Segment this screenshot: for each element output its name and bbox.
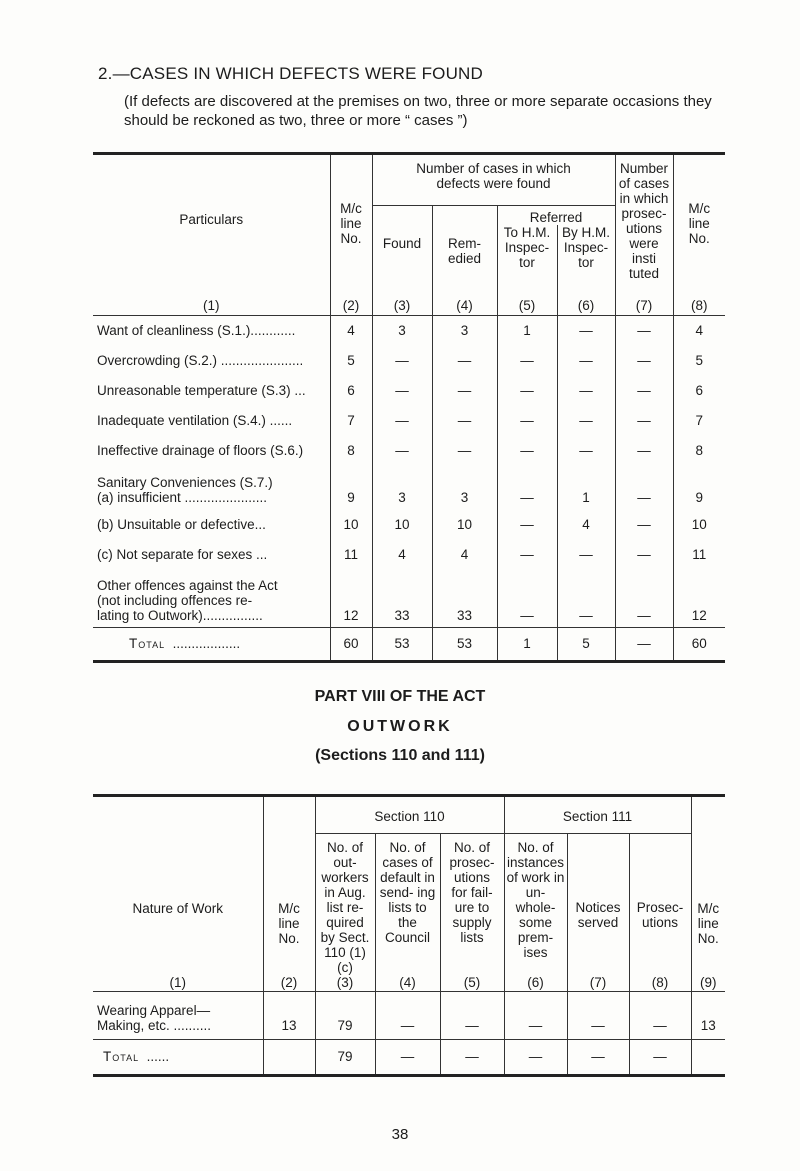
table-cell: —: [615, 315, 673, 345]
table-cell: —: [557, 435, 615, 465]
header-unwholesome-premises: No. of instances of work in un- whole- some prem- ises: [504, 834, 567, 976]
table-row: [93, 405, 725, 435]
total-row: [93, 627, 725, 661]
row-label: Wearing Apparel— Making, etc. ..........: [97, 1002, 212, 1033]
table-cell: —: [497, 345, 557, 375]
col-num: (3): [372, 297, 432, 315]
table-cell: 60: [330, 627, 372, 661]
table-cell: —: [629, 991, 691, 1039]
col-num: (4): [432, 297, 497, 315]
table-cell: 33: [432, 569, 497, 627]
table-cell: 6: [330, 375, 372, 405]
table-cell: —: [615, 539, 673, 569]
table-cell: 4: [372, 539, 432, 569]
table-cell: 60: [673, 627, 725, 661]
col-num: (1): [203, 298, 220, 314]
header-particulars: Particulars: [179, 212, 244, 227]
header-remedied: Rem- edied: [432, 206, 497, 298]
header-outworkers: No. of out- workers in Aug. list re- quired by Sect. 110 (1) (c): [315, 834, 375, 976]
table-cell: —: [504, 1039, 567, 1075]
table-cell: 4: [330, 315, 372, 345]
table-cell: —: [504, 991, 567, 1039]
table-cell: 10: [432, 509, 497, 539]
table-cell: —: [557, 345, 615, 375]
part-title: PART VIII OF THE ACT: [314, 688, 486, 705]
col-num: (2): [263, 975, 315, 991]
total-label: Total ......: [103, 1049, 170, 1064]
row-label: Sanitary Conveniences (S.7.) (a) insufficient ......................: [97, 475, 273, 505]
col-num: (5): [440, 975, 504, 991]
table-cell: —: [557, 405, 615, 435]
table-cell: —: [432, 375, 497, 405]
table-cell: 1: [497, 627, 557, 661]
header-section-111: Section 111: [504, 796, 691, 834]
outwork-title: OUTWORK: [347, 718, 453, 735]
table-cell: 53: [372, 627, 432, 661]
table-cell: —: [440, 991, 504, 1039]
table-cell: —: [615, 569, 673, 627]
reckoning-note: (If defects are discovered at the premises on two, three or more separate occasions they should be reckoned as two, three or more “ cases ”): [124, 93, 712, 129]
col-num: (3): [315, 975, 375, 991]
table-cell: —: [497, 509, 557, 539]
table-cell: 7: [673, 405, 725, 435]
table-cell: —: [497, 375, 557, 405]
table-cell: 11: [330, 539, 372, 569]
table-row: [93, 569, 725, 627]
col-num: (4): [375, 975, 440, 991]
table-cell: 10: [330, 509, 372, 539]
col-num: (5): [497, 297, 557, 315]
header-found: Found: [372, 206, 432, 298]
col-num: (2): [330, 297, 372, 315]
table-cell: 3: [432, 315, 497, 345]
table-cell: —: [629, 1039, 691, 1075]
row-label: (c) Not separate for sexes ...: [97, 546, 268, 562]
section-heading: 2.—CASES IN WHICH DEFECTS WERE FOUND: [98, 64, 484, 83]
table-cell: 3: [372, 465, 432, 509]
column-number-row: [93, 297, 725, 315]
total-label: Total ..................: [129, 636, 241, 651]
table-cell: —: [497, 569, 557, 627]
table-cell: —: [615, 509, 673, 539]
header-prosecutions-lists: No. of prosec- utions for fail- ure to supply lists: [440, 834, 504, 976]
row-label: Other offences against the Act (not including offences re- lating to Outwork)................: [97, 577, 278, 623]
table-cell: —: [615, 405, 673, 435]
table-cell: 1: [557, 465, 615, 509]
row-label: Overcrowding (S.2.) ......................: [97, 352, 304, 368]
table-cell: —: [432, 435, 497, 465]
header-prosecutions: Number of cases in which prosec- utions were insti tuted: [615, 154, 673, 298]
col-num: (1): [169, 975, 186, 991]
table-cell: 79: [315, 991, 375, 1039]
header-mc-line: M/c line No.: [330, 154, 372, 298]
table-cell: 3: [372, 315, 432, 345]
table-cell: 9: [330, 465, 372, 509]
table-cell: —: [497, 465, 557, 509]
table-cell: —: [567, 991, 629, 1039]
table-cell: 79: [315, 1039, 375, 1075]
table-cell: 5: [557, 627, 615, 661]
header-section-110: Section 110: [315, 796, 504, 834]
table-row: [93, 315, 725, 345]
table-cell: —: [440, 1039, 504, 1075]
table-cell: 10: [372, 509, 432, 539]
column-number-row: [93, 975, 725, 991]
table-cell: 6: [673, 375, 725, 405]
table-cell: 53: [432, 627, 497, 661]
table-cell: 13: [263, 991, 315, 1039]
table-cell: —: [557, 569, 615, 627]
table-cell: —: [497, 435, 557, 465]
table-cell: —: [372, 405, 432, 435]
col-num: (9): [691, 975, 725, 991]
page-number: 38: [391, 1126, 409, 1143]
table-cell: 13: [691, 991, 725, 1039]
table-cell: 9: [673, 465, 725, 509]
outwork-table: [93, 794, 725, 1077]
table-cell: —: [615, 345, 673, 375]
table-cell: 11: [673, 539, 725, 569]
table-row: [93, 435, 725, 465]
table-row: [93, 539, 725, 569]
table-cell: —: [432, 345, 497, 375]
header-by-hm-inspector: By H.M. Inspec- tor: [557, 225, 615, 297]
total-row: [93, 1039, 725, 1075]
table-cell: 4: [557, 509, 615, 539]
header-default-cases: No. of cases of default in send- ing lists to the Council: [375, 834, 440, 976]
table-row: [93, 991, 725, 1039]
header-nature-of-work: Nature of Work: [132, 901, 224, 916]
col-num: (6): [504, 975, 567, 991]
col-num: (7): [615, 297, 673, 315]
header-to-hm-inspector: To H.M. Inspec- tor: [497, 225, 557, 297]
table-cell: —: [567, 1039, 629, 1075]
col-num: (8): [673, 297, 725, 315]
header-prosecutions: Prosec- utions: [629, 834, 691, 976]
sections-subtitle: (Sections 110 and 111): [315, 747, 485, 764]
header-mc-line-2: M/c line No.: [691, 796, 725, 976]
table-cell: 5: [330, 345, 372, 375]
table-cell: [263, 1039, 315, 1075]
row-label: Ineffective drainage of floors (S.6.): [97, 442, 304, 458]
row-label: Inadequate ventilation (S.4.) ......: [97, 412, 293, 428]
table-cell: —: [372, 345, 432, 375]
table-cell: —: [615, 375, 673, 405]
table-cell: 8: [673, 435, 725, 465]
table-cell: 8: [330, 435, 372, 465]
row-label: (b) Unsuitable or defective...: [97, 516, 266, 532]
table-row: [93, 509, 725, 539]
table-cell: —: [372, 435, 432, 465]
table-cell: —: [497, 539, 557, 569]
table-cell: —: [372, 375, 432, 405]
row-label: Want of cleanliness (S.1.)............: [97, 322, 296, 338]
row-label: Unreasonable temperature (S.3) ...: [97, 382, 306, 398]
table-cell: —: [615, 435, 673, 465]
table-cell: —: [375, 1039, 440, 1075]
table-row: [93, 345, 725, 375]
table-cell: —: [557, 315, 615, 345]
table-cell: [691, 1039, 725, 1075]
table-cell: 1: [497, 315, 557, 345]
table-cell: —: [497, 405, 557, 435]
table-row: [93, 465, 725, 509]
header-mc-line: M/c line No.: [263, 796, 315, 976]
col-num: (6): [557, 297, 615, 315]
table-cell: 3: [432, 465, 497, 509]
table-cell: 7: [330, 405, 372, 435]
table-cell: —: [557, 539, 615, 569]
table-cell: —: [557, 375, 615, 405]
table-cell: —: [615, 465, 673, 509]
table-cell: —: [432, 405, 497, 435]
table-cell: 4: [432, 539, 497, 569]
col-num: (8): [629, 975, 691, 991]
table-row: [93, 375, 725, 405]
defects-table: [93, 152, 725, 663]
col-num: (7): [567, 975, 629, 991]
table-cell: —: [375, 991, 440, 1039]
table-cell: 5: [673, 345, 725, 375]
header-mc-line-2: M/c line No.: [673, 154, 725, 298]
header-referred: Referred: [497, 206, 615, 226]
header-number-of-cases: Number of cases in which defects were found: [372, 154, 615, 206]
table-cell: 33: [372, 569, 432, 627]
table-cell: 4: [673, 315, 725, 345]
table-cell: —: [615, 627, 673, 661]
table-cell: 10: [673, 509, 725, 539]
table-cell: 12: [673, 569, 725, 627]
table-cell: 12: [330, 569, 372, 627]
header-notices-served: Notices served: [567, 834, 629, 976]
